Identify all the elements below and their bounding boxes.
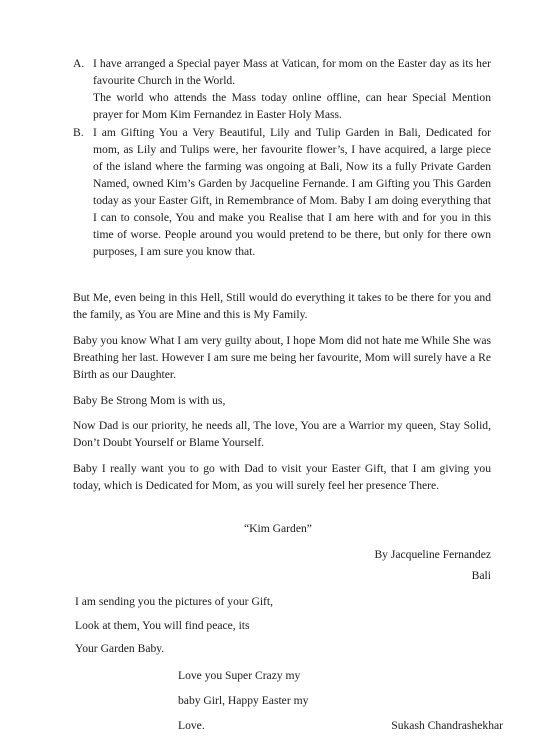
signoff-line-3: Love. [178,719,205,732]
closing-line-2: Look at them, You will find peace, its [75,619,250,632]
byline-place: Bali [471,569,491,582]
paragraph-visit: Baby I really want you to go with Dad to visit your Easter Gift, that I am giving you today, which is Dedicated for Mom, as you will surely feel her presence There. [73,462,491,492]
paragraph-strong: Baby Be Strong Mom is with us, [73,394,226,407]
paragraph-guilty: Baby you know What I am very guilty about, I hope Mom did not hate me While She was Breathing her last. However I am sure me being her favourite, Mom will surely have a Re Birth as our Daughter. [73,334,491,381]
signature-name: Sukash Chandrashekhar [391,719,503,732]
signoff-line-2: baby Girl, Happy Easter my [178,694,309,707]
list-marker-b: B. [73,126,84,139]
list-item-a-text: I have arranged a Special payer Mass at Vatican, for mom on the Easter day as its her favourite Church in the World. [93,57,491,87]
byline-author: By Jacqueline Fernandez [374,548,491,561]
list-item-a-extra: The world who attends the Mass today online offline, can hear Special Mention prayer for Mom Kim Fernandez in Easter Holy Mass. [93,91,491,121]
closing-line-1: I am sending you the pictures of your Gift, [75,595,274,608]
closing-line-3: Your Garden Baby. [75,642,165,655]
paragraph-hell: But Me, even being in this Hell, Still would do everything it takes to be there for you and the family, as You are Mine and this is My Family. [73,291,491,321]
list-item-b-text: I am Gifting You a Very Beautiful, Lily and Tulip Garden in Bali, Dedicated for mom, as Lily and Tulips were, her favourite flower’s, I have acquired, a large piece of the island where the farming was ongoing at Bali, Now its a fully Private Garden Named, owned Kim’s Garden by Jacqueline Fernande. I am Gifting you This Garden today as your Easter Gift, in Remembrance of Mom. Baby I am doing everything that I can to console, You and make you Realise that I am here with and for you in this time of worse. People around you would pretend to be there, but only for there own purposes, I am sure you know that. [93,126,491,258]
list-marker-a: A. [73,57,85,70]
list-item-a [73,55,491,123]
signoff-line-1: Love you Super Crazy my [178,669,301,682]
garden-title: “Kim Garden” [244,522,312,535]
list-item-b [73,124,491,260]
paragraph-dad: Now Dad is our priority, he needs all, The love, You are a Warrior my queen, Stay Solid, Don’t Doubt Yourself or Blame Yourself. [73,419,491,449]
